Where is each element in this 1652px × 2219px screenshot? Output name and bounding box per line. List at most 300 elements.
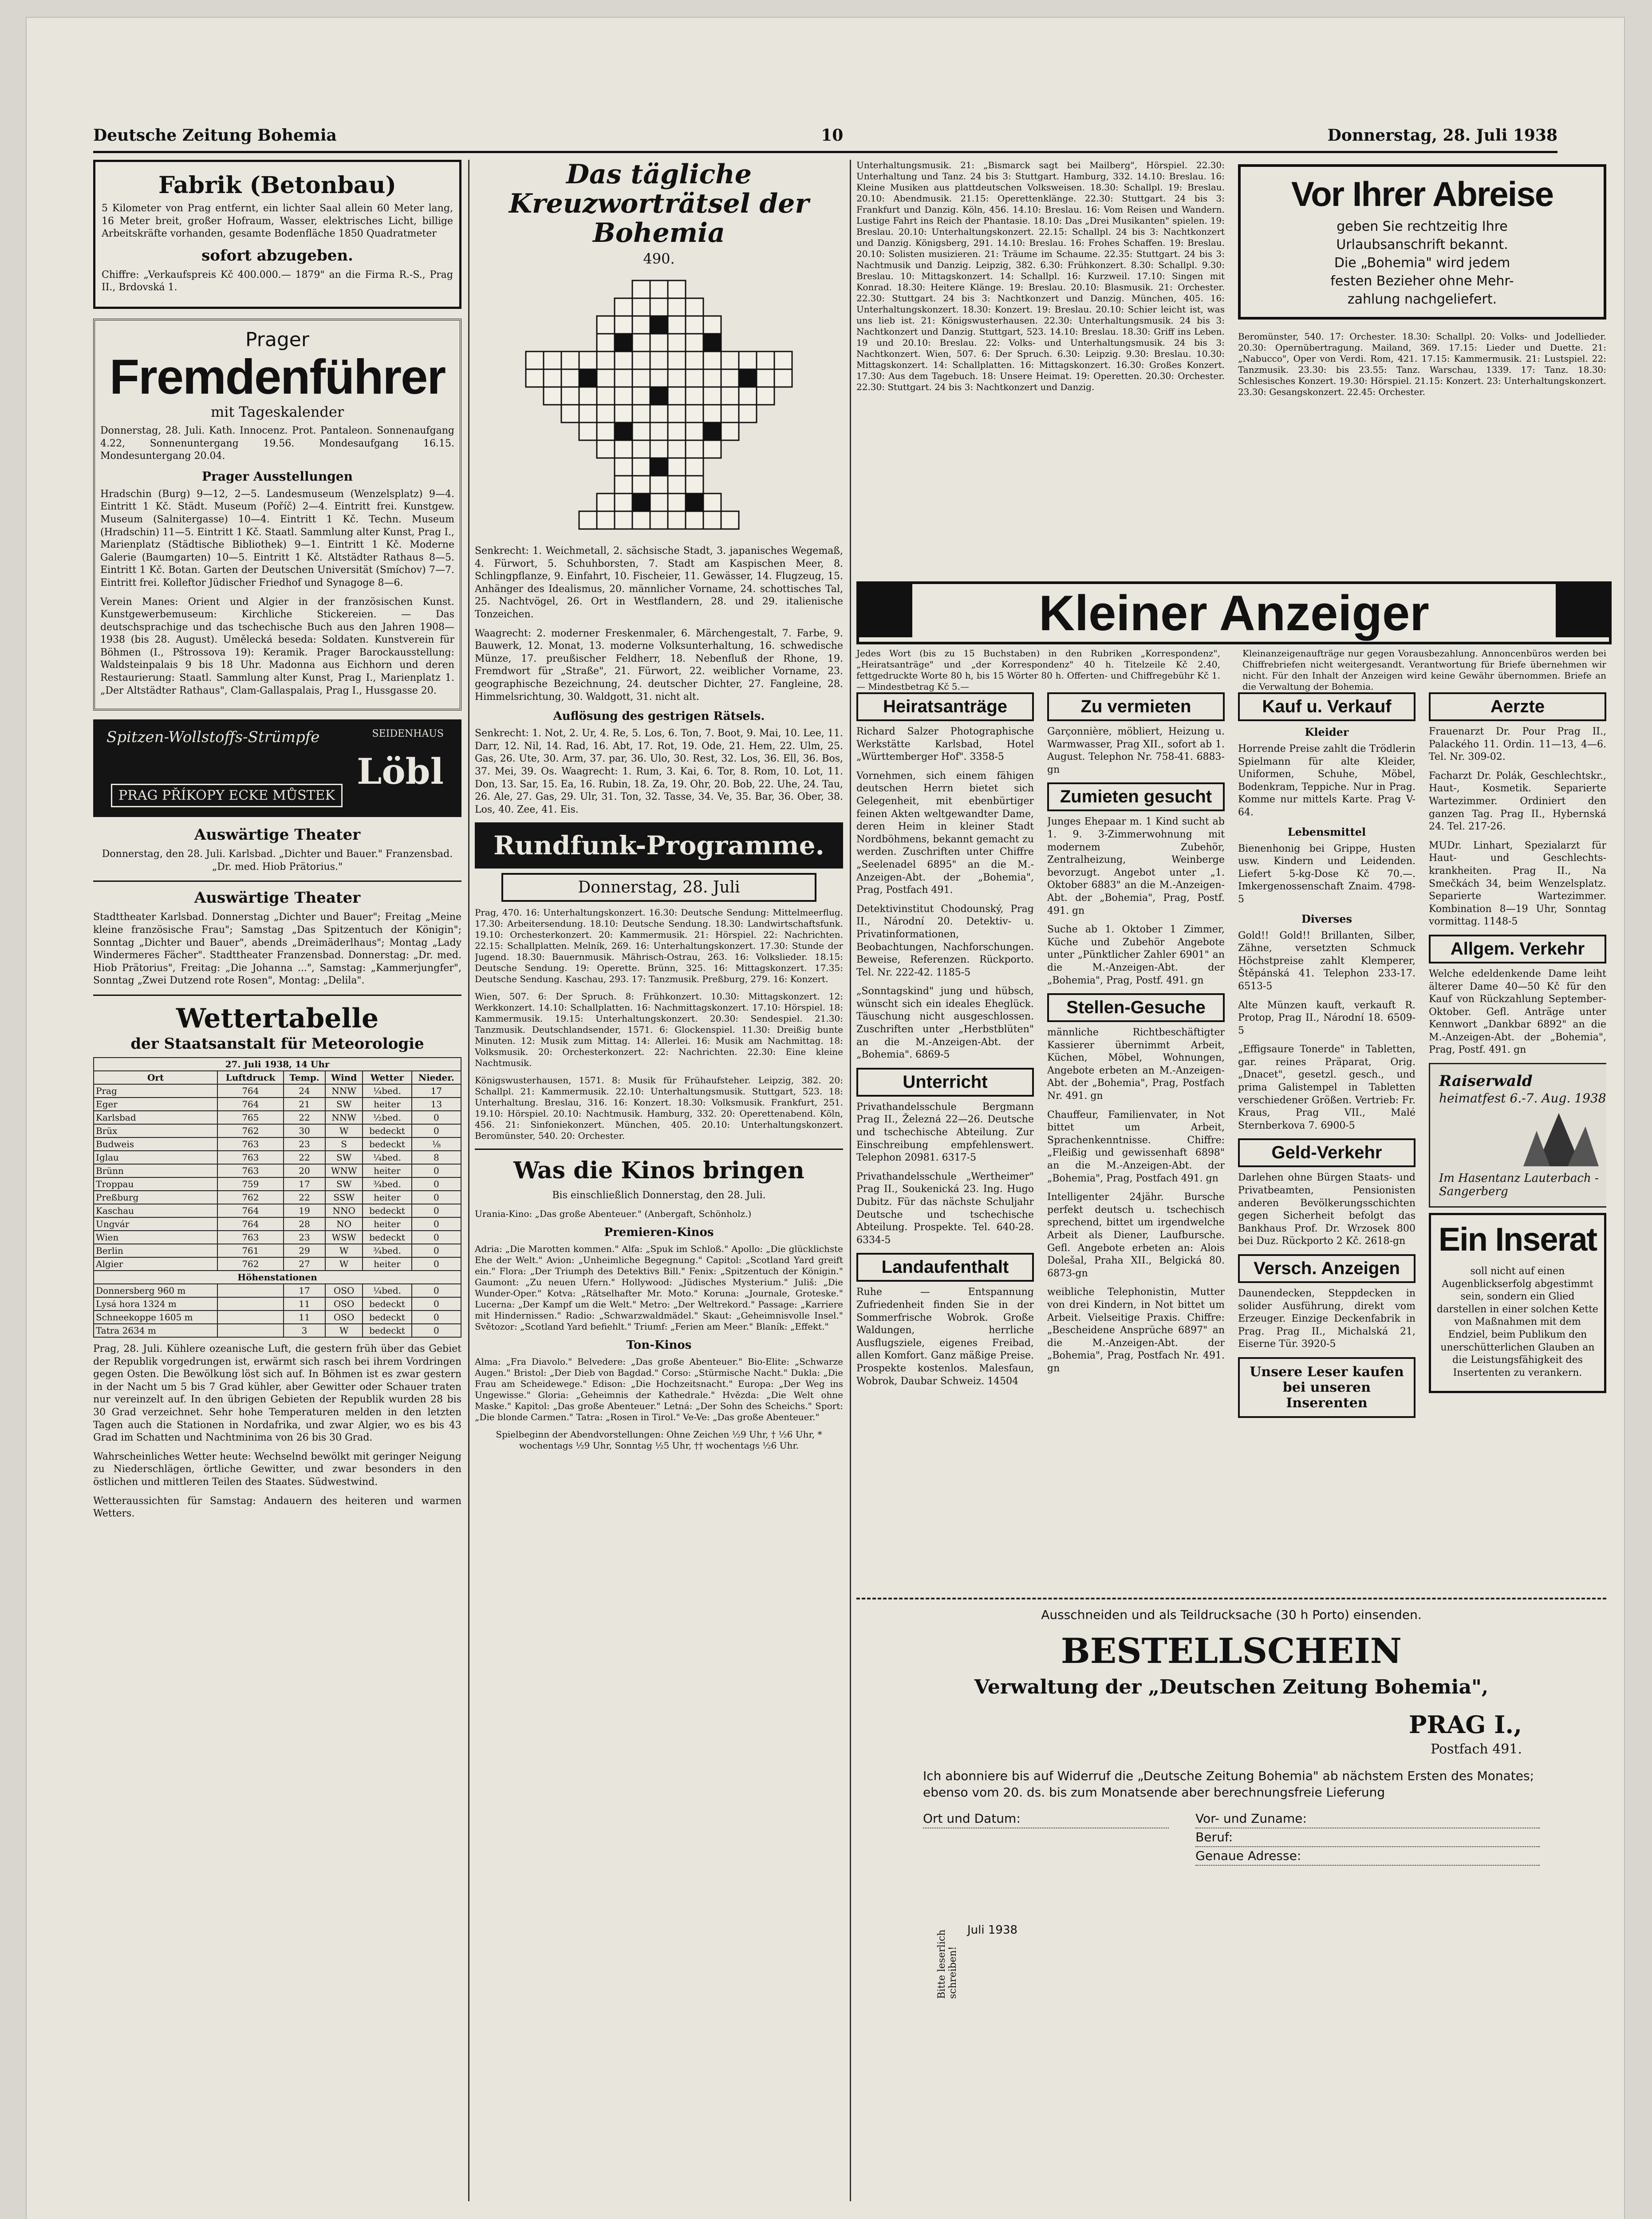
weather-row xyxy=(94,1177,461,1191)
theater2-heading: Auswärtige Theater xyxy=(194,889,361,907)
weather-cell: OSO xyxy=(325,1311,363,1324)
classified-item: Privathandelsschule „Wertheimer" Prag II., Soukenická 23. Ing. Hugo Dubitz. Für das nächste Schuljahr Deutsche und tschechische Abteilung. Prospekte. Tel. 640-28. 6334-5 xyxy=(856,1171,1034,1246)
crossword-cell xyxy=(703,494,721,511)
crossword-cell xyxy=(632,316,650,334)
crossword-cell xyxy=(615,422,632,440)
crossword-cell xyxy=(597,334,615,351)
classified-item: Suche ab 1. Oktober 1 Zimmer, Küche und Zubehör Angebote unter „Pünktlicher Zahler 6901" an die M.-Anzeigen-Abt. der „Bohemia", Prag, Postf. 491. gn xyxy=(1047,924,1225,986)
crossword-cell xyxy=(668,458,686,476)
rundfunk-text-5: Beromünster, 540. 17: Orchester. 18.30: Schallpl. 20: Volks- und Jodellieder. 20.30: Opernübertragung. Mailand, 369. 17.15: Lieder und Duette. 21: „Nabucco", Oper von Verdi. Rom, 421. 17.15: Kammermusik. 21: Lustspiel. 22: Tanzmusik. 23.30: bis 23.55: Tanz. Warschau, 1339. 17: Tanz. 18.30: Schlesisches Konzert. 19.30: Hörspiel. 21.15: Konzert. 23: Unterhaltungskonzert. 23.30: Gesangskonzert. 22.45: Orchester. xyxy=(1238,331,1606,397)
weather-cell: Brüx xyxy=(94,1124,217,1137)
crossword-cell xyxy=(579,387,597,405)
kleiner-note-left: Jedes Wort (bis zu 15 Buchstaben) in den Rubriken „Korrespondenz", „Heiratsanträge" und „der Korrespondenz" 40 h. Titelzeile Kč 2.40, fettgedruckte Worte 80 h, bis 15 Wörter 80 h. Offerten- und Chiffregebühr Kč 1.— Mindestbetrag Kč 5.— xyxy=(856,648,1220,692)
wetter-text: Prag, 28. Juli. Kühlere ozeanische Luft, die gestern früh über das Gebiet der Republik vorgedrungen ist, erwärmt sich rasch bei ihrem Vordringen gegen Osten. Die Bewölkung löst sich auf. In Böhmen ist es zwar gestern in der Nacht um 5 bis 7 Grad kühler, aber Gewitter oder Schauer traten nur vereinzelt auf. In den übrigen Gebieten der Republik wurden 28 bis 30 Grad verzeichnet. Sehr hohe Temperaturen melden in den letzten Tagen auch die Stationen in Nordafrika, und zwar Algier, wo es bis 43 Grad im Schatten und Nachtminima von 26 bis 30 Grad. xyxy=(93,1343,461,1444)
weather-cell: WSW xyxy=(325,1231,363,1244)
weather-cell: ⅛ xyxy=(412,1137,461,1151)
weather-cell: Budweis xyxy=(94,1137,217,1151)
weather-row xyxy=(94,1217,461,1231)
classified-item: weibliche Telephonistin, Mutter von drei Kindern, in Not bittet um Arbeit. Vielseitige Praxis. Chiffre: „Bescheidene Ansprüche 6897" an die M.-Anzeigen-Abt. der „Bohemia", Prag, Postfach Nr. 491. gn xyxy=(1047,1287,1225,1374)
divider xyxy=(475,1149,843,1150)
column-2 xyxy=(475,160,843,1457)
weather-table xyxy=(93,1057,461,1338)
weather-cell: OSO xyxy=(325,1284,363,1297)
sub-diverses: Diverses xyxy=(1301,912,1352,925)
bestell-body xyxy=(923,1768,1540,1866)
rundfunk-text-2: Wien, 507. 6: Der Spruch. 8: Frühkonzert. 10.30: Mittagskonzert. 12: Werkkonzert. 14.10: Schallplatten. 16: Nachmittagskonzert. 17.10: Hörspiel. 18: Kammermusik. 19.15: Unterhaltungskonzert. 20.30: Sendespiel. 21.30: Tanzmusik. Deutschlandsender, 1571. 6: Glockenspiel. 11.30: Dreißig bunte Minuten. 12: Musik zum Mittag. 14: Allerlei. 16: Musik am Nachmittag. 18: Volksmusik. 20: Orchesterkonzert. 22: Nachrichten. 22.30: Eine kleine Nachtmusik. xyxy=(475,991,843,1069)
crossword-cell xyxy=(721,422,739,440)
weather-column-header: Wind xyxy=(325,1071,363,1084)
weather-cell: Kaschau xyxy=(94,1204,217,1217)
kinos-footer: Spielbeginn der Abendvorstellungen: Ohne Zeichen ½9 Uhr, † ½6 Uhr, * wochentags ½9 Uhr, Sonntag ½5 Uhr, †† wochentags ½6 Uhr. xyxy=(496,1429,822,1451)
weather-cell: 0 xyxy=(412,1257,461,1271)
crossword-cell xyxy=(703,351,721,369)
vor-title: Vor Ihrer Abreise xyxy=(1291,174,1553,213)
weather-cell: 762 xyxy=(217,1124,283,1137)
crossword-cell xyxy=(686,298,703,316)
weather-cell: Eger xyxy=(94,1098,217,1111)
kleiner-note-right: Kleinanzeigenaufträge nur gegen Vorausbezahlung. Annoncenbüros werden bei Chiffrebriefen nicht weitergesandt. Verantwortung für Briefe übernehmen wir nicht. Für den Inhalt der Anzeigen wird keine Gewähr übernommen. Briefe an die Verwaltung der Bohemia. xyxy=(1242,648,1606,692)
rundfunk-text-4: Unterhaltungsmusik. 21: „Bismarck sagt bei Mailberg", Hörspiel. 22.30: Unterhaltung und Tanz. 24 bis 3: Stuttgart. Hamburg, 332. 14.10: Breslau. 16: Kleine Musiken aus plattdeutschen Volksweisen. 18.30: Schallpl. 19: Breslau. 20.10: Abendmusik. 21.15: Operettenklänge. 22.30: Stuttgart. 24 bis 3: Frankfurt und Danzig. Köln, 456. 14.10: Breslau. 16: Vom Reisen und Wandern. Lustige Fahrt ins Reich der Phantasie. 18.10: Das „Drei Musikanten" spielen. 19: Breslau. 20.10: Unterhaltungskonzert. 22.15: Schallpl. 24 bis 3: Nachtkonzert und Danzig. Königsberg, 291. 14.10: Breslau. 16: Frohes Schaffen. 19: Breslau. 20.10: Solisten musizieren. 21: Träume im Schaume. 22.35: Stuttgart. 24 bis 3: Nachtmusik und Danzig. Leipzig, 382. 6.30: Frühkonzert. 8.30: Schallpl. 9.30: Breslau. 10: Mittagskonzert. 14: Schallpl. 16: Kurzweil. 17.10: Singen mit Konrad. 18.30: Heitere Klänge. 19: Breslau. 20.10: Blasmusik. 21: Orchester. 22.30: Stuttgart. 24 bis 3: Nachtkonzert und Danzig. München, 405. 16: Unterhaltungskonzert. 18.30: Konzert. 19: Breslau. 20.10: Schier leicht ist, was uns lieb ist. 21: Königswusterhausen. 22.30: Unterhaltungsmusik. 24 bis 3: Nachtkonzert und Danzig. Stuttgart, 523. 14.10: Breslau. 18.30: Griff ins Leben. 19 und 20.10: Breslau. 22: Volks- und Unterhaltungsmusik. 24 bis 3: Nachtkonzert. Wien, 507. 6: Der Spruch. 6.30: Leipzig. 9.30: Breslau. 10.30: Mittagskonzert. 14: Schallplatten. 16: Mittagskonzert. 16.30: Großes Konzert. 17.30: Aus dem Tagebuch. 18: Unsere Heimat. 19: Operetten. 20.30: Orchester. 22.30: Stuttgart. 24 bis 3: Nachtkonzert und Danzig. xyxy=(856,160,1225,392)
fabrik-chiffre: Chiffre: „Verkaufspreis Kč 400.000.— 1879" an die Firma R.-S., Prag II., Brdovská 1. xyxy=(102,269,453,293)
crossword-cell xyxy=(686,476,703,494)
fabrik-sofort: sofort abzugeben. xyxy=(201,246,353,265)
bestell-prag: PRAG I., xyxy=(1408,1710,1522,1739)
crossword-cell xyxy=(757,351,774,369)
weather-cell: 22 xyxy=(284,1111,326,1124)
crossword-cell xyxy=(703,334,721,351)
vor-line-4: festen Bezieher ohne Mehr- xyxy=(1330,273,1514,289)
weather-cell: 0 xyxy=(412,1311,461,1324)
weather-cell: W xyxy=(325,1257,363,1271)
crossword-cell xyxy=(632,422,650,440)
inserat-text: soll nicht auf einen Augenblickserfolg abgestimmt sein, sondern ein Glied darstellen in einer solchen Kette von Maßnahmen mit dem Endziel, beim Publikum den unerschütterlichen Glauben an die Leistungsfähigkeit des Insertenten zu verankern. xyxy=(1437,1266,1598,1378)
weather-cell: 17 xyxy=(284,1177,326,1191)
crossword-cell xyxy=(544,351,561,369)
classified-item: „Sonntagskind" jung und hübsch, wünscht sich ein ideales Eheglück. Täuschung nicht ausgeschlossen. Zuschriften unter „Herbstblüten" an die M.-Anzeigen-Abt. der „Bohemia". 6869-5 xyxy=(856,986,1034,1061)
name-field[interactable]: Vor- und Zuname: xyxy=(1195,1810,1540,1828)
weather-cell: 29 xyxy=(284,1244,326,1257)
wetter-vorhersage: Wahrscheinliches Wetter heute: Wechselnd bewölkt mit geringer Neigung zu Niederschlägen, örtliche Gewitter, und zwar besonders in den östlichen und mittleren Teilen des Staates. Südwestwind. xyxy=(93,1451,461,1488)
weather-cell: Tatra 2634 m xyxy=(94,1324,217,1337)
weather-cell: 3 xyxy=(284,1324,326,1337)
weather-cell: 0 xyxy=(412,1297,461,1311)
kinos-urania: Urania-Kino: „Das große Abenteuer." (Anbergaft, Schönholz.) xyxy=(475,1208,752,1219)
weather-cell: Schneekoppe 1605 m xyxy=(94,1311,217,1324)
weather-row xyxy=(94,1284,461,1297)
crossword-cell xyxy=(615,458,632,476)
crossword-cell xyxy=(632,369,650,387)
raiser-date: heimatfest 6.-7. Aug. 1938 xyxy=(1439,1091,1606,1106)
crossword-cell xyxy=(668,440,686,458)
crossword-cell xyxy=(668,369,686,387)
raiser-title: Raiserwald xyxy=(1439,1072,1533,1090)
classified-item: Intelligenter 24jähr. Bursche perfekt deutsch u. tschechisch sprechend, bittet um irgendwelche Arbeit als Diener, Laufbursche. Gefl. Angebote erbeten an: Alois Dolešal, Praha XII., Belgická 80. 6873-gn xyxy=(1047,1192,1225,1279)
crossword-cell xyxy=(650,405,668,422)
bestell-verwaltung: Verwaltung der „Deutschen Zeitung Bohemia", xyxy=(974,1676,1489,1698)
crossword-cell xyxy=(597,387,615,405)
weather-cell: 762 xyxy=(217,1191,283,1204)
hoehen-section xyxy=(94,1271,461,1284)
weather-cell: 762 xyxy=(217,1257,283,1271)
crossword-cell xyxy=(703,387,721,405)
weather-cell: 17 xyxy=(412,1084,461,1098)
weather-cell: W xyxy=(325,1244,363,1257)
crossword-cell xyxy=(650,298,668,316)
classified-item: Richard Salzer Photographische Werkstätte Karlsbad, Hotel „Württemberger Hof". 3358-5 xyxy=(856,726,1034,763)
weather-cell: 0 xyxy=(412,1217,461,1231)
cat-kauf-verkauf: Kauf u. Verkauf xyxy=(1238,692,1415,721)
weather-cell: 759 xyxy=(217,1177,283,1191)
wetter-aussicht: Wetteraussichten für Samstag: Andauern des heiteren und warmen Wetters. xyxy=(93,1495,461,1520)
bestellschein xyxy=(856,1598,1606,1999)
sub-kleider: Kleider xyxy=(1305,726,1349,738)
crossword-grid xyxy=(475,272,843,538)
crossword-cell xyxy=(686,351,703,369)
crossword-cell xyxy=(650,476,668,494)
vor-line-5: zahlung nachgeliefert. xyxy=(1347,292,1497,307)
weather-cell: SW xyxy=(325,1177,363,1191)
crossword-cell xyxy=(650,369,668,387)
weather-cell: heiter xyxy=(363,1217,412,1231)
weather-cell xyxy=(217,1311,283,1324)
crossword-cell xyxy=(579,405,597,422)
crossword-cell xyxy=(544,387,561,405)
crossword-cell xyxy=(579,351,597,369)
weather-cell: 0 xyxy=(412,1191,461,1204)
classified-col-4 xyxy=(1429,692,1606,1571)
weather-cell: Iglau xyxy=(94,1151,217,1164)
fremdenfuehrer xyxy=(93,319,461,711)
classified-item: Chauffeur, Familienvater, in Not bittet um Arbeit, Sprachenkenntnisse. Chiffre: „Fleißig und gewissenhaft 6898" an die M.-Anzeigen-Abt. der „Bohemia", Prag, Postfach 491. gn xyxy=(1047,1109,1225,1184)
weather-column-header: Temp. xyxy=(284,1071,326,1084)
kreuzwort-title: Das tägliche Kreuzworträtsel der Bohemia xyxy=(509,160,809,249)
crossword-cell xyxy=(686,511,703,529)
weather-row xyxy=(94,1297,461,1311)
premieren-heading: Premieren-Kinos xyxy=(604,1225,714,1239)
weather-row xyxy=(94,1204,461,1217)
crossword-cell xyxy=(668,422,686,440)
vor-line-1: geben Sie rechtzeitig Ihre xyxy=(1337,219,1508,234)
weather-date-row xyxy=(94,1058,461,1071)
crossword-cell xyxy=(650,351,668,369)
crossword-cell xyxy=(668,298,686,316)
weather-cell: 17 xyxy=(284,1284,326,1297)
classified-item: Vornehmen, sich einem fähigen deutschen Herrn bietet sich Gelegenheit, mit ebenbürtiger feinen Akten weltgewandter Dame, deren Heim in kleiner Stadt Nordböhmens, bekannt gemacht zu werden. Zuschriften unter Chiffre „Seelenadel 6895" an die M.-Anzeigen-Abt. der „Bohemia", Prag, Postfach 491. xyxy=(856,770,1034,896)
weather-row xyxy=(94,1324,461,1337)
unsere-line-1: Unsere Leser kaufen xyxy=(1250,1364,1404,1380)
crossword-cell xyxy=(526,351,544,369)
crossword-cell xyxy=(668,334,686,351)
ein-inserat-ad xyxy=(1429,1213,1606,1393)
weather-body xyxy=(94,1084,461,1271)
cat-heiratsantraege: Heiratsanträge xyxy=(856,692,1034,721)
crossword-cell xyxy=(686,369,703,387)
cat-stellen-gesuche: Stellen-Gesuche xyxy=(1047,993,1225,1022)
kaiserwald-heimatfest-ad xyxy=(1429,1063,1606,1208)
classified-item: Horrende Preise zahlt die Trödlerin Spielmann für alte Kleider, Uniformen, Schuhe, Möbel, Bodenkram, Teppiche. Nur in Prag. Komme nur mittels Karte. Prag V-64. xyxy=(1238,743,1415,818)
weather-column-header: Wetter xyxy=(363,1071,412,1084)
crossword-cell xyxy=(597,405,615,422)
ort-datum-field[interactable]: Ort und Datum: xyxy=(923,1810,1169,1828)
senkrecht-clues: Senkrecht: 1. Weichmetall, 2. sächsische Stadt, 3. japanisches Wegemaß, 4. Fürwort, 5. Schuhborsten, 7. Stadt am Kaspischen Meer, 8. Schlingpflanze, 9. Einfahrt, 10. Fischeier, 11. Gewässer, 14. Flugzeug, 15. Anhänger des Idealismus, 20. männlicher Vorname, 24. schottisches Tal, 25. Nachtvögel, 26. Ort in Westflandern, 28. und 29. italienische Tonzeichen. xyxy=(475,545,843,620)
weather-column-header: Nieder. xyxy=(412,1071,461,1084)
weather-cell: bedeckt xyxy=(363,1297,412,1311)
crossword-cell xyxy=(757,387,774,405)
weather-cell: S xyxy=(325,1137,363,1151)
weather-cell: 0 xyxy=(412,1124,461,1137)
crossword-cell xyxy=(632,351,650,369)
crossword-cell xyxy=(615,298,632,316)
crossword-cell xyxy=(632,440,650,458)
ausstellungen-heading: Prager Ausstellungen xyxy=(202,469,353,484)
weather-cell: 8 xyxy=(412,1151,461,1164)
loebl-logo: Löbl xyxy=(357,750,444,793)
bestell-form xyxy=(923,1810,1540,1866)
crossword-cell xyxy=(615,511,632,529)
weather-cell: bedeckt xyxy=(363,1231,412,1244)
cat-zumieten-gesucht: Zumieten gesucht xyxy=(1047,782,1225,811)
weather-cell: heiter xyxy=(363,1191,412,1204)
weather-cell: W xyxy=(325,1124,363,1137)
crossword-cell xyxy=(632,405,650,422)
crossword-cell xyxy=(686,422,703,440)
crossword-cell xyxy=(703,422,721,440)
weather-header-row xyxy=(94,1071,461,1084)
crossword-cell xyxy=(703,316,721,334)
classified-item: Garçonnière, möbliert, Heizung u. Warmwasser, Prag XII., sofort ab 1. August. Telephon Nr. 758-41. 6883-gn xyxy=(1047,726,1225,775)
crossword-cell xyxy=(686,316,703,334)
sub-lebensmittel: Lebensmittel xyxy=(1287,825,1366,838)
crossword-cell xyxy=(561,351,579,369)
weather-cell: heiter xyxy=(363,1164,412,1177)
cat-unterricht: Unterricht xyxy=(856,1068,1034,1097)
crossword-cell xyxy=(597,422,615,440)
weather-cell: 30 xyxy=(284,1124,326,1137)
weather-cell xyxy=(217,1284,283,1297)
cat-zu-vermieten: Zu vermieten xyxy=(1047,692,1225,721)
weather-row xyxy=(94,1257,461,1271)
weather-cell: Preßburg xyxy=(94,1191,217,1204)
crossword-cell xyxy=(650,458,668,476)
crossword-cell xyxy=(650,387,668,405)
loebl-brand: SEIDENHAUS xyxy=(372,728,444,740)
weather-cell: ¾bed. xyxy=(363,1244,412,1257)
weather-cell: 763 xyxy=(217,1164,283,1177)
fremden-prager: Prager xyxy=(245,328,309,351)
weather-cell: 22 xyxy=(284,1151,326,1164)
crossword-cell xyxy=(579,422,597,440)
crossword-cell xyxy=(703,405,721,422)
weather-row xyxy=(94,1137,461,1151)
crossword-cell xyxy=(668,476,686,494)
crossword-cell xyxy=(686,494,703,511)
divider xyxy=(93,880,461,882)
header-date: Donnerstag, 28. Juli 1938 xyxy=(1327,126,1557,145)
weather-cell: SW xyxy=(325,1151,363,1164)
weather-cell: OSO xyxy=(325,1297,363,1311)
header-page-number: 10 xyxy=(821,126,844,145)
weather-cell: 23 xyxy=(284,1231,326,1244)
classified-item: männliche Richtbeschäftigter Kassierer übernimmt Arbeit, Küchen, Möbel, Wohnungen, Angebote erbeten an M.-Anzeigen-Abt. der „Bohemia", Prag, Postfach Nr. 491. gn xyxy=(1047,1027,1225,1102)
crossword-cell xyxy=(703,440,721,458)
crossword-cell xyxy=(721,405,739,422)
crossword-cell xyxy=(650,494,668,511)
raiser-place: Im Hasentanz Lauterbach - Sangerberg xyxy=(1439,1172,1599,1199)
theater1-heading: Auswärtige Theater xyxy=(194,826,361,844)
crossword-cell xyxy=(561,369,579,387)
weather-row xyxy=(94,1231,461,1244)
waagrecht-clues: Waagrecht: 2. moderner Freskenmaler, 6. Märchengestalt, 7. Farbe, 9. Bauwerk, 12. Monat, 13. moderne Volksunterhaltung, 16. schwedische Münze, 17. preußischer Feldherr, 18. Nebenfluß der Rhone, 19. Fremdwort für „Straße", 21. Fürwort, 22. weiblicher Vorname, 23. geographische Bezeichnung, 24. deutscher Dichter, 27. Fangleine, 28. Himmelsrichtung, 30. Waldgott, 31. nicht alt. xyxy=(475,628,843,703)
classified-item: Detektivinstitut Chodounský, Prag II., Národní 20. Detektiv- u. Privatinformationen, Beobachtungen, Nachforschungen. Beweise, Referenzen. Rückporto. Tel. Nr. 222-42. 1185-5 xyxy=(856,903,1034,978)
crossword-cell xyxy=(668,511,686,529)
weather-cell: ¼bed. xyxy=(363,1151,412,1164)
crossword-cell xyxy=(597,369,615,387)
weather-cell: 0 xyxy=(412,1231,461,1244)
weather-cell: bedeckt xyxy=(363,1204,412,1217)
newspaper-page xyxy=(27,18,1624,2219)
banner-square-right xyxy=(1556,584,1609,637)
classified-item: Daunendecken, Steppdecken in solider Ausführung, direkt vom Erzeuger. Einzige Deckenfabrik in Prag. Prag II., Michalská 21, Eiserne Tür. 3920-5 xyxy=(1238,1288,1415,1350)
beruf-field[interactable]: Beruf: xyxy=(1195,1828,1540,1847)
classified-item: MUDr. Linhart, Spezialarzt für Haut- und Geschlechts-krankheiten. Prag II., Na Smečkách 34, beim Wenzelsplatz. Separierte Wartezimmer. Kombination 8—19 Uhr, Sonntag vormittag. 1148-5 xyxy=(1429,840,1606,928)
classified-item: Bienenhonig bei Grippe, Husten usw. Kindern und Leidenden. Liefert 5-kg-Dose Kč 70.—. Imkergenossenschaft Znaim. 4798-5 xyxy=(1238,843,1415,905)
theater1-text: Donnerstag, den 28. Juli. Karlsbad. „Dichter und Bauer." Franzensbad. „Dr. med. Hiob Prätorius." xyxy=(102,849,453,873)
crossword-cell xyxy=(615,476,632,494)
crossword-cell xyxy=(526,369,544,387)
weather-cell: Ungvár xyxy=(94,1217,217,1231)
weather-cell: SW xyxy=(325,1098,363,1111)
crossword-cell xyxy=(597,316,615,334)
rundfunk-text-3: Königswusterhausen, 1571. 8: Musik für Frühaufsteher. Leipzig, 382. 20: Schallpl. 21: Kammermusik. 22.10: Unterhaltungsmusik. Stuttgart, 523. 18: Unterhaltung. Breslau, 316. 16: Konzert. 18.30: Volksmusik. Frankfurt, 251. 19.10: Hörspiel. 20.10: Nachtmusik. Hamburg, 332. 20: Operettenabend. Köln, 456. 21: Sinfoniekonzert. München, 405. 20.10: Unterhaltungskonzert. Beromünster, 540. 20: Orchester. xyxy=(475,1075,843,1141)
crossword-cell xyxy=(686,458,703,476)
crossword-cell xyxy=(650,334,668,351)
hoehen-body xyxy=(94,1284,461,1337)
weather-cell: 0 xyxy=(412,1324,461,1337)
weather-row xyxy=(94,1244,461,1257)
crossword-cell xyxy=(686,334,703,351)
vor-ihrer-abreise-ad xyxy=(1238,164,1606,320)
crossword-cell xyxy=(597,511,615,529)
kinos-subtitle: Bis einschließlich Donnerstag, den 28. Juli. xyxy=(552,1190,766,1201)
classified-item: Alte Münzen kauft, verkauft R. Protop, Prag II., Národní 18. 6509-5 xyxy=(1238,999,1415,1036)
weather-cell: 28 xyxy=(284,1217,326,1231)
crossword-cell xyxy=(597,494,615,511)
weather-cell: 11 xyxy=(284,1311,326,1324)
kalender-text: Donnerstag, 28. Juli. Kath. Innocenz. Prot. Pantaleon. Sonnenaufgang 4.22, Sonnenuntergang 19.56. Mondesaufgang 16.15. Mondesuntergang 20.04. xyxy=(100,425,454,462)
header-masthead: Deutsche Zeitung Bohemia xyxy=(93,126,337,145)
ausstellungen-text: Hradschin (Burg) 9—12, 2—5. Landesmuseum (Wenzelsplatz) 9—4. Eintritt 1 Kč. Städt. Museum (Poříč) 2—4. Eintritt frei. Kunstgew. Museum (Salnitergasse) 10—4. Eintritt 1 Kč. Techn. Museum (Hradschin) 11—5. Eintritt 1 Kč. Staatl. Sammlung alter Kunst, Prag I., Marienplatz (Städtische Bibliothek) 9—1. Eintritt 1 Kč. Moderne Galerie (Baumgarten) 10—5. Eintritt 1 Kč. Altstädter Rathaus 8—5. Eintritt 1 Kč. Botan. Garten der Deutschen Universität (Smíchov) 7—7. Eintritt frei. Kolleftor Jüdischer Friedhof und Synagoge 8—6. xyxy=(100,488,454,588)
banner-square-left xyxy=(859,584,912,637)
weather-cell: bedeckt xyxy=(363,1324,412,1337)
crossword-cell xyxy=(632,476,650,494)
weather-cell: Lysá hora 1324 m xyxy=(94,1297,217,1311)
weather-row xyxy=(94,1124,461,1137)
loebl-ad xyxy=(93,719,461,817)
crossword-cell xyxy=(650,440,668,458)
crossword-cell xyxy=(632,280,650,298)
hoehen-heading: Höhenstationen xyxy=(94,1271,461,1284)
crossword-cell xyxy=(739,405,757,422)
weather-cell: 764 xyxy=(217,1204,283,1217)
weather-row xyxy=(94,1191,461,1204)
adresse-field[interactable]: Genaue Adresse: xyxy=(1195,1847,1540,1866)
vor-line-3: Die „Bohemia" wird jedem xyxy=(1334,255,1510,271)
weather-cell: 764 xyxy=(217,1098,283,1111)
weather-cell: 19 xyxy=(284,1204,326,1217)
fremden-title: Fremdenführer xyxy=(109,349,446,404)
unsere-leser-box xyxy=(1238,1357,1415,1418)
weather-cell: 24 xyxy=(284,1084,326,1098)
kleiner-anzeiger-banner xyxy=(856,581,1612,644)
premieren-list: Adria: „Die Marotten kommen." Alfa: „Spuk im Schloß." Apollo: „Die glücklichste Ehe der Welt." Avion: „Unheimliche Begegnung." Capitol: „Scotland Yard greift ein." Flora: „Der Triumph des Detektivs Bill." Fenix: „Spitzentuch der Königin." Gaumont: „Zu neuen Ufern." Hollywood: „Jüdisches Mysterium." Juliš: „Die Wunder-Oper." Kotva: „Rätselhafter Mr. Moto." Koruna: „Journale, Groteske." Lucerna: „Der Kampf um die Welt." Metro: „Der Weltrekord." Passage: „Karriere mit Hindernissen." Radio: „Schwarzwaldmädel." Skaut: „Geheimnisvolle Insel." Světozor: „Scotland Yard befiehlt." Triumf: „Ferien am Meer." Blaník: „Effekt." xyxy=(475,1243,843,1332)
weather-cell: ¾bed. xyxy=(363,1177,412,1191)
weather-cell: Prag xyxy=(94,1084,217,1098)
weather-cell: Berlin xyxy=(94,1244,217,1257)
page-header xyxy=(93,120,1557,153)
classified-item: Gold!! Gold!! Brillanten, Silber, Zähne, versetzten Schmuck Höchstpreise zahlt Klemperer, Štěpánská 41. Telephon 233-17. 6513-5 xyxy=(1238,930,1415,992)
weather-cell: 0 xyxy=(412,1177,461,1191)
crossword-cell xyxy=(668,494,686,511)
classified-item: Facharzt Dr. Polák, Geschlechtskr., Haut-, Kosmetik. Separierte Wartezimmer. Ordiniert den ganzen Tag. Prag II., Hybernská 24. Tel. 217-26. xyxy=(1429,770,1606,833)
weather-cell: Algier xyxy=(94,1257,217,1271)
crossword-cell xyxy=(721,351,739,369)
cat-allgem-verkehr: Allgem. Verkehr xyxy=(1429,935,1606,963)
crossword-cell xyxy=(615,334,632,351)
crossword-cell xyxy=(650,422,668,440)
weather-cell: heiter xyxy=(363,1257,412,1271)
weather-cell: 11 xyxy=(284,1297,326,1311)
column-rule xyxy=(850,160,851,2201)
cat-landaufenthalt: Landaufenthalt xyxy=(856,1253,1034,1282)
weather-cell: 0 xyxy=(412,1284,461,1297)
fabrik-title: Fabrik (Betonbau) xyxy=(158,172,397,199)
fremden-subtitle: mit Tageskalender xyxy=(210,403,344,420)
crossword-svg xyxy=(517,272,801,538)
kinos-title: Was die Kinos bringen xyxy=(513,1157,804,1185)
column-3-top xyxy=(856,160,1225,573)
crossword-cell xyxy=(721,387,739,405)
weather-row xyxy=(94,1111,461,1124)
crossword-cell xyxy=(579,369,597,387)
crossword-cell xyxy=(561,387,579,405)
bestell-title: BESTELLSCHEIN xyxy=(1061,1631,1402,1671)
weather-cell: 23 xyxy=(284,1137,326,1151)
bestell-month: Juli 1938 xyxy=(967,1923,1018,1937)
crossword-cell xyxy=(757,369,774,387)
crossword-cell xyxy=(650,280,668,298)
weather-cell: NO xyxy=(325,1217,363,1231)
rundfunk-date: Donnerstag, 28. Juli xyxy=(501,873,816,902)
column-rule xyxy=(468,160,469,2201)
weather-cell: ½bed. xyxy=(363,1111,412,1124)
weather-cell: 0 xyxy=(412,1244,461,1257)
classified-col-1 xyxy=(856,692,1034,1571)
weather-cell: 763 xyxy=(217,1231,283,1244)
bestell-text: Ich abonniere bis auf Widerruf die „Deutsche Zeitung Bohemia" ab nächstem Ersten des Monates; ebenso vom 20. ds. bis zum Monatsende aber berechnungsfreie Lieferung xyxy=(923,1769,1534,1800)
tonkinos-heading: Ton-Kinos xyxy=(626,1338,692,1352)
crossword-cell xyxy=(739,351,757,369)
weather-row xyxy=(94,1311,461,1324)
weather-cell: Troppau xyxy=(94,1177,217,1191)
weather-cell: W xyxy=(325,1324,363,1337)
crossword-cell xyxy=(774,369,792,387)
fabrik-ad xyxy=(93,160,461,309)
weather-row xyxy=(94,1151,461,1164)
weather-cell: Donnersberg 960 m xyxy=(94,1284,217,1297)
rundfunk-text-1: Prag, 470. 16: Unterhaltungskonzert. 16.30: Deutsche Sendung: Mittelmeerflug. 17.30: Arbeitersendung. 18.10: Deutsche Sendung. 18.30: Landwirtschaftsfunk. 19.10: Orchesterkonzert. 20: Kammermusik. 21: Hörspiel. 22: Nachrichten. 22.15: Schallplatten. Melník, 269. 16: Unterhaltungskonzert. 17.30: Stunde der Jugend. 18.30: Bauernmusik. Mährisch-Ostrau, 263. 16: Volkslieder. 18.15: Deutsche Sendung. 19: Operette. Brünn, 325. 16: Mittagskonzert. 17.35: Deutsche Sendung. Kaschau, 293. 17: Tanzmusik. Preßburg, 279. 16: Konzert. xyxy=(475,907,843,985)
verein-text: Verein Manes: Orient und Algier in der französischen Kunst. Kunstgewerbemuseum: Kirchliche Stickereien. — Das deutschsprachige und das tschechische Buch aus den Jahren 1908—1938 (bis 28. August). Umělecká beseda: Soldaten. Kunstverein für Böhmen (I., Pštrossova 19): Keramik. Prager Barockausstellung: Waldsteinpalais 9 bis 18 Uhr. Madonna aus Eichhorn und deren Restaurierung: Staatl. Sammlung alter Kunst, Prag I., Marienplatz 1. „Der Altstädter Rathaus", Clam-Gallaspalais, Prag I., Hussgasse 20. xyxy=(100,596,454,696)
cat-versch-anzeigen: Versch. Anzeigen xyxy=(1238,1254,1415,1283)
